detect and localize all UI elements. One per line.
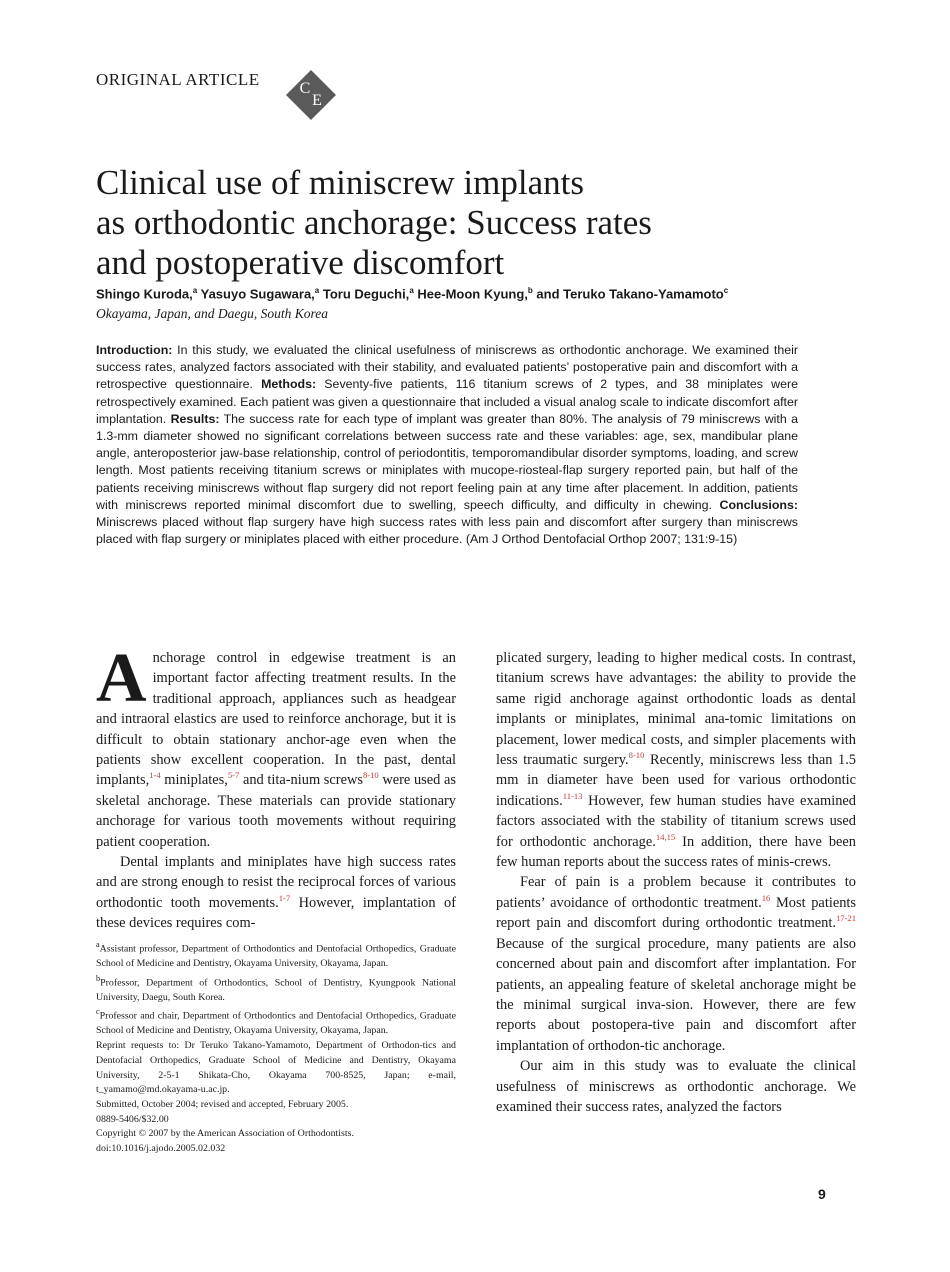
ce-logo-letter-c: C — [299, 80, 311, 97]
page-number: 9 — [818, 1186, 826, 1202]
body-paragraph: Our aim in this study was to evaluate the clinical usefulness of miniscrews as orthodontic anchorage. We examined their success rates, analyzed the factors — [496, 1058, 856, 1115]
reference-link[interactable]: 8-10 — [362, 770, 379, 781]
body-text: However, few human studies have examined factors associated with the stability of titanium screws used for orthodontic anchorage. — [496, 792, 856, 850]
abstract-intro-label: Introduction: — [96, 343, 173, 357]
abstract-conclusions-text: Miniscrews placed without flap surgery have high success rates with less pain and discomfort after surgery than miniscrews placed with flap surgery or miniplates placed with either procedure. (Am J Orthod Dentofacial Orthop 2007; 131:9-15) — [96, 515, 798, 547]
body-text: Most patients report pain and discomfort during orthodontic treatment. — [496, 894, 856, 932]
issn-price: 0889-5406/$32.00 — [96, 1113, 169, 1125]
title-line: and postoperative discomfort — [96, 243, 505, 283]
reference-link[interactable]: 16 — [761, 893, 771, 904]
reference-link[interactable]: 17-21 — [835, 913, 856, 924]
affiliation-locations: Okayama, Japan, and Daegu, South Korea — [96, 306, 328, 321]
copyright: Copyright © 2007 by the American Association of Orthodontists. — [96, 1128, 354, 1140]
article-title — [96, 163, 856, 283]
body-text: plicated surgery, leading to higher medical costs. In contrast, titanium screws have advantages: the ability to provide the same rigid anchorage against orthodontic loads as dental implants or miniplates, minimal ana-tomic limitations on placement, lower medical costs, and simpler placements with less traumatic surgery. — [496, 650, 856, 769]
abstract — [96, 342, 798, 548]
body-text: Dental implants and miniplates have high success rates and are strong enough to resist the reciprocal forces of various orthodontic tooth movements. — [96, 854, 456, 911]
author-affiliation-mark: c — [723, 286, 729, 295]
body-paragraph — [96, 852, 456, 934]
doi[interactable]: doi:10.1016/j.ajodo.2005.02.032 — [96, 1143, 226, 1155]
author-affiliation-mark: a — [314, 286, 320, 295]
reference-link[interactable]: 1-4 — [149, 770, 161, 781]
body-text: nchorage control in edgewise treatment is an important factor affecting treatment results. In the traditional approach, appliances such as headgear and intraoral elastics are used to reinforce anchorage, but it is difficult to obtain stationary anchor-age even when the patients show excellent cooperation. In the past, dental implants, — [96, 650, 456, 789]
author-affiliation-mark: a — [192, 286, 198, 295]
body-text: miniplates, — [160, 772, 228, 789]
author-name: Hee-Moon Kyung, — [417, 286, 528, 302]
ce-logo-icon — [284, 68, 338, 122]
abstract-methods-label: Methods: — [261, 377, 317, 392]
footnote — [96, 972, 456, 1006]
body-text: In addition, there have been few human reports about the success rates of minis-crews. — [496, 833, 857, 871]
footnote — [96, 1005, 456, 1039]
abstract-intro-text: In this study, we evaluated the clinical usefulness of miniscrews as orthodontic anchorage. We examined their success rates, analyzed factors associated with their stability, and evaluated patients’ postoperative pain and discomfort with a retrospective questionnaire. — [96, 343, 798, 392]
author-list — [96, 286, 856, 301]
footnote — [96, 938, 456, 972]
body-text: Fear of pain is a problem because it contributes to patients’ avoidance of orthodontic treatment. — [496, 874, 856, 911]
footnote-text: Assistant professor, Department of Orthodontics and Dentofacial Orthopedics, Graduate School of Medicine and Dentistry, Okayama University, Okayama, Japan. — [96, 943, 456, 969]
author-name: Yasuyo Sugawara, — [200, 286, 315, 302]
body-paragraph — [496, 648, 856, 872]
body-paragraph — [96, 640, 456, 852]
abstract-methods-text: Seventy-five patients, 116 titanium screws of 2 types, and 38 miniplates were retrospectively examined. Each patient was given a questionnaire that included a visual analog scale to indicate discomfort after implantation. — [96, 377, 798, 426]
reference-link[interactable]: 11-13 — [562, 791, 583, 802]
footnote-text: Professor and chair, Department of Orthodontics and Dentofacial Orthopedics, Graduate School of Medicine and Dentistry, Okayama University, Okayama, Japan. — [96, 1010, 456, 1037]
submission-dates: Submitted, October 2004; revised and accepted, February 2005. — [96, 1098, 349, 1110]
body-text: Because of the surgical procedure, many patients are also concerned about pain and discomfort after implantation. For patients, an appealing feature of skeletal anchorage might be the minimal surgical inva-sion. However, there are few reports about postopera-tive pain and discomfort after implantation of orthodon-tic anchorage. — [496, 935, 856, 1054]
reference-link[interactable]: 8-10 — [628, 750, 645, 761]
author-affiliation-mark: a — [409, 286, 414, 295]
body-text: and tita-nium screws — [239, 772, 363, 789]
title-line: Clinical use of miniscrew implants — [96, 163, 584, 203]
section-label: ORIGINAL ARTICLE — [96, 70, 260, 89]
ce-logo-letter-e: E — [312, 92, 322, 109]
author-name: Shingo Kuroda, — [96, 286, 193, 302]
footnotes — [96, 938, 456, 1157]
body-text: were used as skeletal anchorage. These materials can provide stationary anchorage for various tooth movements without requiring patient cooperation. — [96, 772, 456, 850]
author-name: Toru Deguchi, — [322, 286, 410, 302]
footnote-mark: b — [96, 973, 101, 983]
body-paragraph — [496, 872, 856, 1056]
body-column-right — [496, 648, 856, 1117]
author-affiliation-mark: b — [527, 286, 533, 295]
footnote-mark: c — [96, 1007, 100, 1017]
body-text: However, implantation of these devices requires com- — [96, 894, 456, 932]
footnote-mark: a — [96, 940, 100, 949]
title-line: as orthodontic anchorage: Success rates — [96, 203, 652, 243]
abstract-conclusions-label: Conclusions: — [719, 497, 798, 512]
author-name: and Teruko Takano-Yamamoto — [536, 286, 724, 302]
reference-link[interactable]: 5-7 — [227, 770, 240, 781]
abstract-results-text: The success rate for each type of implant was greater than 80%. The analysis of 79 miniscrews with a 1.3-mm diameter showed no significant correlations between success rate and these variables: age, sex, mandibular plane angle, anteroposterior jaw-base relationship, control of periodontitis, temporomandibular disorder symptoms, loading, and screw length. Most patients receiving titanium screws or miniplates with mucope-riosteal-flap surgery reported pain, but half of the patients receiving miniscrews without flap surgery did not report feeling pain at any time after placement. In addition, patients with miniscrews reported minimal discomfort due to swelling, speech difficulty, and difficulty in chewing. — [96, 411, 798, 512]
body-column-left — [96, 640, 456, 934]
body-text: Recently, miniscrews less than 1.5 mm in diameter have been used for various orthodontic indications. — [496, 752, 856, 809]
drop-cap: A — [96, 640, 147, 717]
reprint-request: Reprint requests to: Dr Teruko Takano-Yamamoto, Department of Orthodon-tics and Dentofacial Orthopedics, Graduate School of Medicine and Dentistry, Okayama University, 2-5-1 Shikata-Cho, Okayama 700-8525, Japan; e-mail, t_yamamo@md.okayama-u.ac.jp. — [96, 1040, 456, 1096]
footnote-text: Professor, Department of Orthodontics, School of Dentistry, Kyungpook National University, Daegu, South Korea. — [96, 977, 456, 1003]
reference-link[interactable]: 14,15 — [655, 831, 676, 842]
abstract-results-label: Results: — [170, 411, 220, 426]
reference-link[interactable]: 1-7 — [278, 893, 291, 904]
